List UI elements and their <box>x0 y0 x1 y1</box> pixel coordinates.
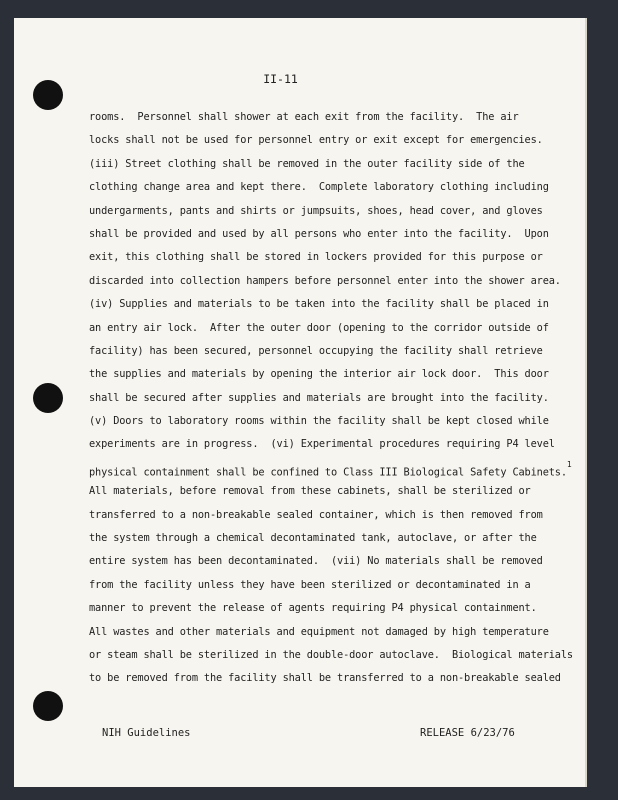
text-line: or steam shall be sterilized in the double-door autoclave. Biological materials <box>89 648 573 661</box>
footer-source: NIH Guidelines <box>102 727 191 739</box>
text-line: an entry air lock. After the outer door (opening to the corridor outside of <box>89 321 549 334</box>
text-line: from the facility unless they have been sterilized or decontaminated in a <box>89 578 531 591</box>
punch-hole <box>33 383 63 413</box>
punch-hole <box>33 80 63 110</box>
text-line: discarded into collection hampers before personnel enter into the shower area. <box>89 274 561 287</box>
text-line: the supplies and materials by opening the interior air lock door. This door <box>89 368 549 381</box>
document-page <box>14 18 587 787</box>
footnote-marker: 1 <box>566 459 572 469</box>
text-line: experiments are in progress. (vi) Experimental procedures requiring P4 level <box>89 438 555 451</box>
text-line: (iv) Supplies and materials to be taken into the facility shall be placed in <box>89 298 549 311</box>
text-line: entire system has been decontaminated. (vii) No materials shall be removed <box>89 555 543 568</box>
text-line: facility) has been secured, personnel occupying the facility shall retrieve <box>89 344 543 357</box>
text-line: All wastes and other materials and equipment not damaged by high temperature <box>89 625 549 638</box>
text-line: undergarments, pants and shirts or jumpsuits, shoes, head cover, and gloves <box>89 204 543 217</box>
punch-hole <box>33 691 63 721</box>
footer-release-date: RELEASE 6/23/76 <box>420 727 515 739</box>
text-line: All materials, before removal from these cabinets, shall be sterilized or <box>89 485 531 498</box>
text-line: shall be provided and used by all persons who enter into the facility. Upon <box>89 227 549 240</box>
text-line: the system through a chemical decontaminated tank, autoclave, or after the <box>89 532 537 545</box>
body-text <box>89 106 573 691</box>
text-line: physical containment shall be confined to Class III Biological Safety Cabinets. <box>89 466 567 479</box>
text-line: shall be secured after supplies and materials are brought into the facility. <box>89 391 549 404</box>
text-line: to be removed from the facility shall be transferred to a non-breakable sealed <box>89 672 561 685</box>
text-line: (v) Doors to laboratory rooms within the facility shall be kept closed while <box>89 415 549 428</box>
page-number: II-11 <box>263 72 298 86</box>
text-line: rooms. Personnel shall shower at each exit from the facility. The air <box>89 111 519 123</box>
text-line: locks shall not be used for personnel entry or exit except for emergencies. <box>89 134 543 147</box>
text-line: (iii) Street clothing shall be removed in the outer facility side of the <box>89 157 525 170</box>
text-line: transferred to a non-breakable sealed container, which is then removed from <box>89 508 543 521</box>
text-line: exit, this clothing shall be stored in lockers provided for this purpose or <box>89 251 543 264</box>
text-line: manner to prevent the release of agents requiring P4 physical containment. <box>89 602 537 615</box>
text-line-with-footnote <box>89 457 572 480</box>
text-line: clothing change area and kept there. Complete laboratory clothing including <box>89 181 549 194</box>
